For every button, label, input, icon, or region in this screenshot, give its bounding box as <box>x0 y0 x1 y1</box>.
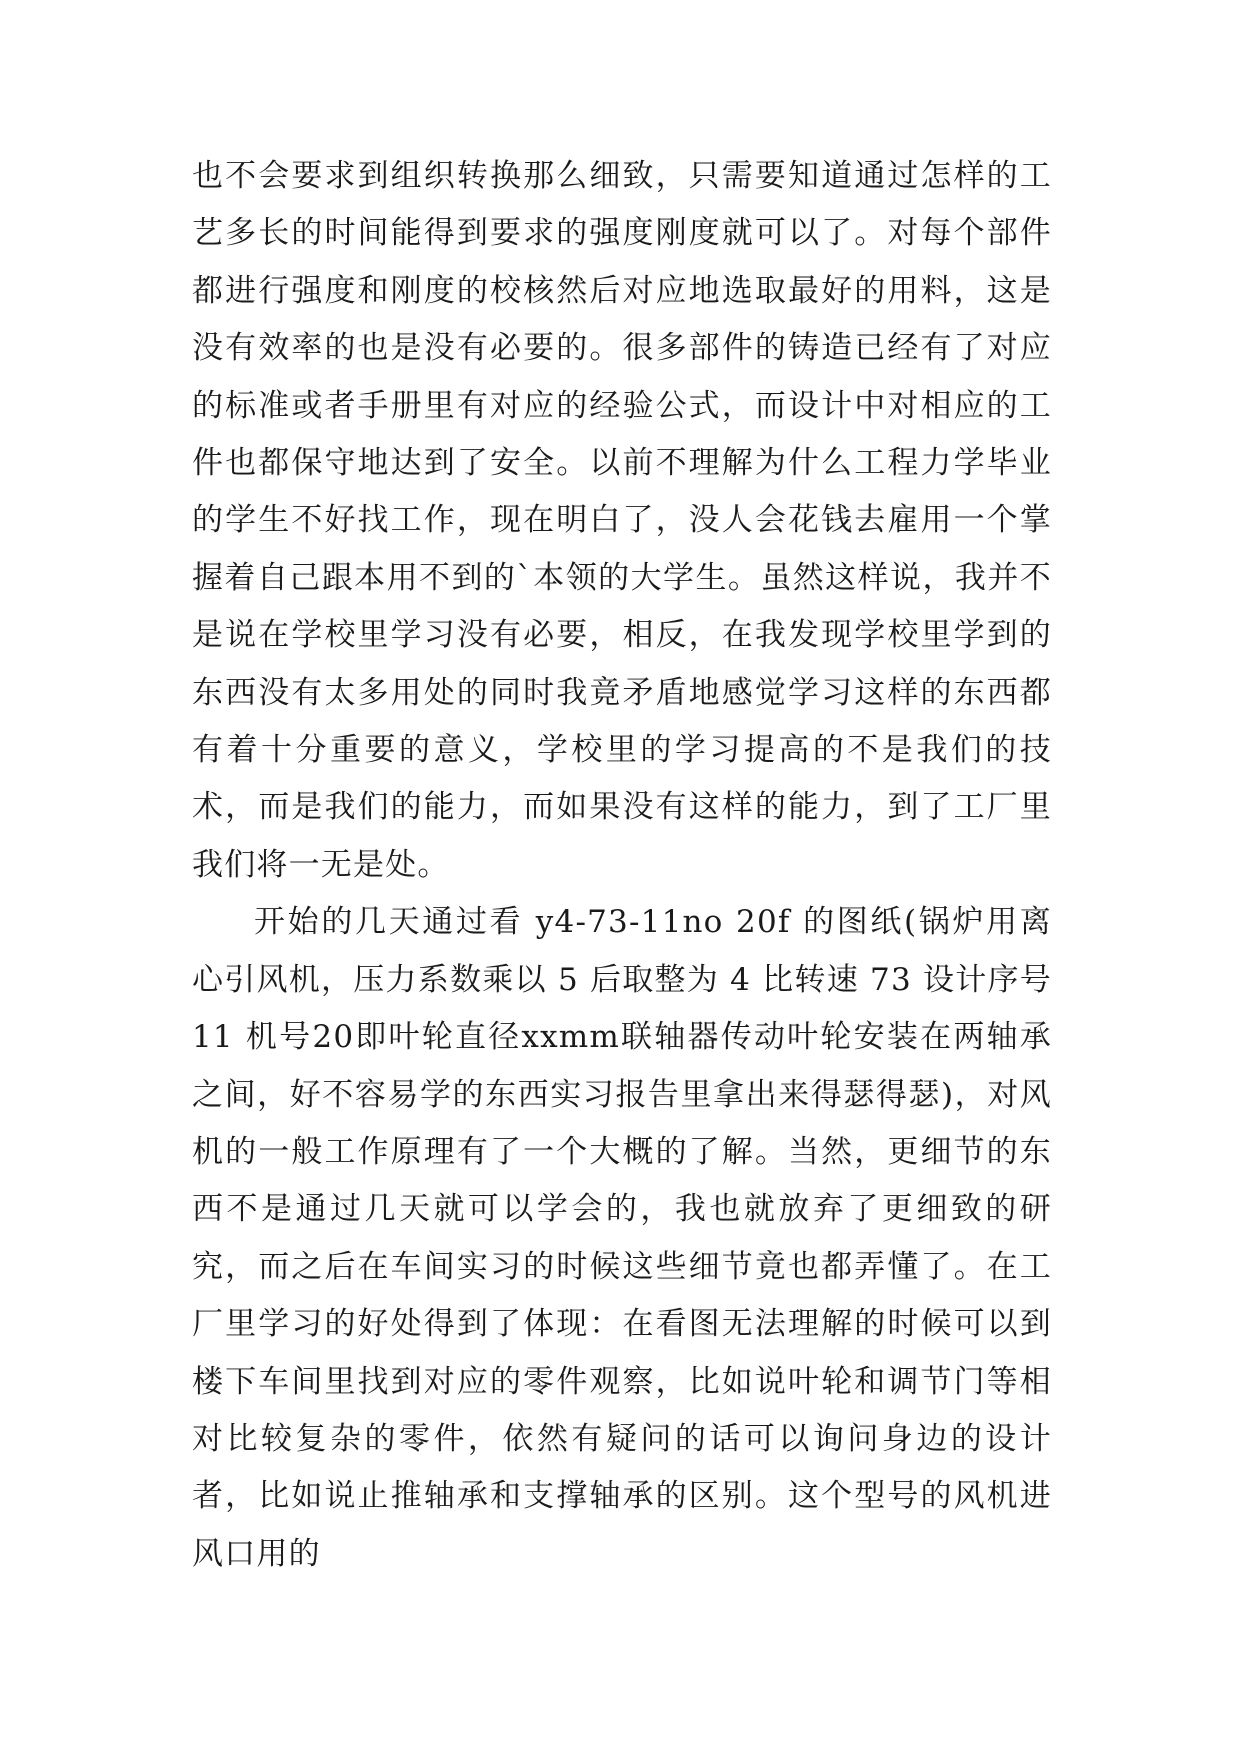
paragraph-1: 也不会要求到组织转换那么细致，只需要知道通过怎样的工艺多长的时间能得到要求的强度刚度就可以了。对每个部件都进行强度和刚度的校核然后对应地选取最好的用料，这是没有效率的也是没有必要的。很多部件的铸造已经有了对应的标准或者手册里有对应的经验公式，而设计中对相应的工件也都保守地达到了安全。以前不理解为什么工程力学毕业的学生不好找工作，现在明白了，没人会花钱去雇用一个掌握着自己跟本用不到的`本领的大学生。虽然这样说，我并不是说在学校里学习没有必要，相反，在我发现学校里学到的东西没有太多用处的同时我竟矛盾地感觉学习这样的东西都有着十分重要的意义，学校里的学习提高的不是我们的技术，而是我们的能力，而如果没有这样的能力，到了工厂里我们将一无是处。 <box>192 158 1052 883</box>
paragraph-2: 开始的几天通过看 y4-73-11no 20f 的图纸(锅炉用离心引风机，压力系数乘以 5 后取整为 4 比转速 73 设计序号 11 机号20即叶轮直径xxmm联轴器传动叶轮安装在两轴承之间，好不容易学的东西实习报告里拿出来得瑟得瑟)，对风机的一般工作原理有了一个大概的了解。当然，更细节的东西不是通过几天就可以学会的，我也就放弃了更细致的研究，而之后在车间实习的时候这些细节竟也都弄懂了。在工厂里学习的好处得到了体现：在看图无法理解的时候可以到楼下车间里找到对应的零件观察，比如说叶轮和调节门等相对比较复杂的零件，依然有疑问的话可以询问身边的设计者，比如说止推轴承和支撑轴承的区别。这个型号的风机进风口用的 <box>192 904 1052 1572</box>
body-text <box>192 148 1052 1583</box>
